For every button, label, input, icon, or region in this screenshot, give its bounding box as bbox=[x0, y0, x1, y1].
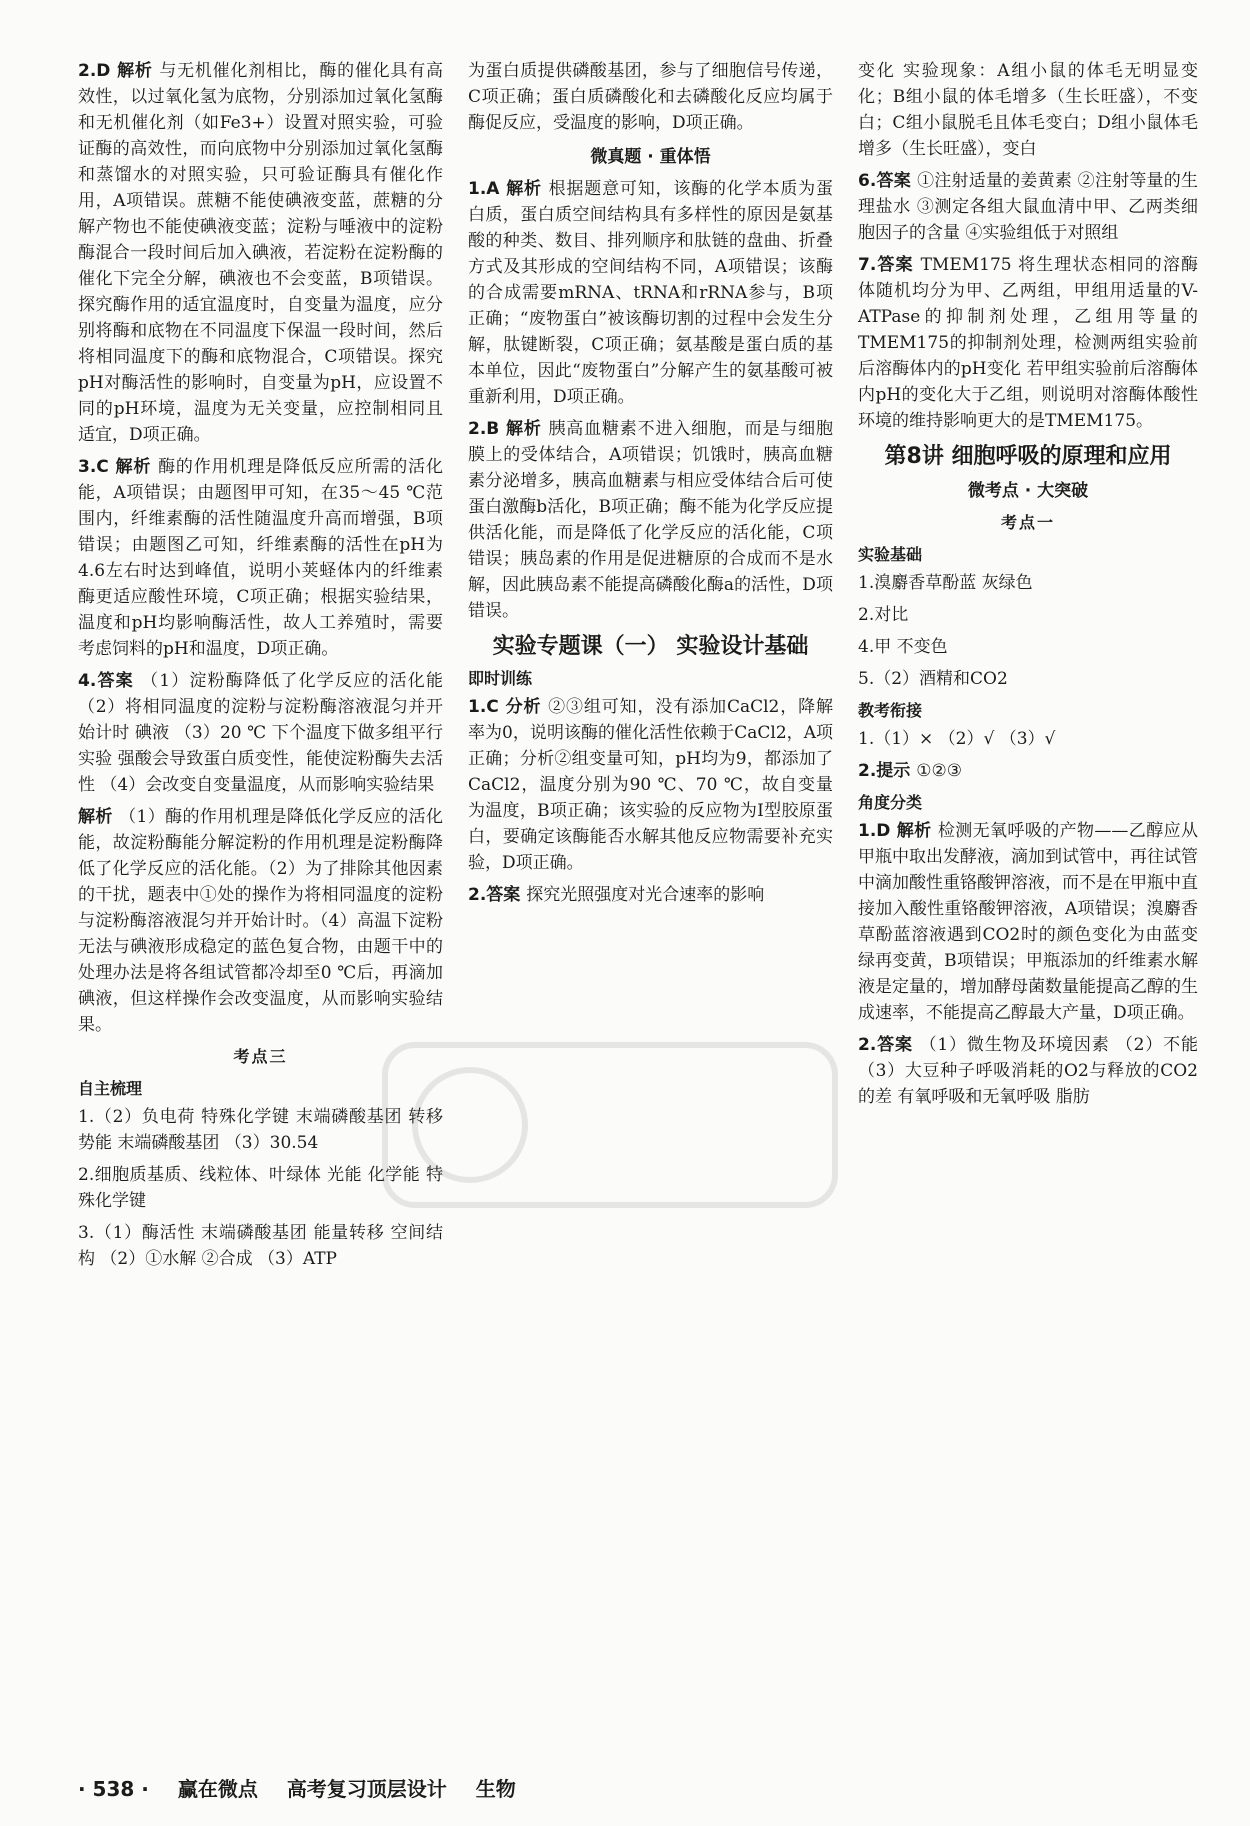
heading-zizhu-shuli: 自主梳理 bbox=[78, 1079, 143, 1098]
heading-lesson-8: 第8讲 细胞呼吸的原理和应用 bbox=[884, 444, 1172, 469]
answer-label: 6.答案 bbox=[858, 171, 918, 191]
answer-paragraph bbox=[468, 882, 833, 908]
answer-text: 1.（1）× （2）√ （3）√ bbox=[858, 729, 1056, 749]
answer-paragraph bbox=[858, 58, 1198, 162]
answer-text: 5.（2）酒精和CO2 bbox=[858, 669, 1008, 689]
column-right bbox=[858, 58, 1198, 1116]
col2-list bbox=[468, 58, 833, 136]
answer-paragraph bbox=[858, 602, 1198, 628]
answer-paragraph bbox=[858, 666, 1198, 692]
answer-paragraph bbox=[858, 758, 1198, 784]
heading-experiment-topic: 实验专题课（一） 实验设计基础 bbox=[492, 634, 809, 659]
answer-text: （1）淀粉酶降低了化学反应的活化能 （2）将相同温度的淀粉与淀粉酶溶液混匀并开始计时 碘液 （3）20 ℃ 下个温度下做多组平行实验 强酸会导致蛋白质变性，能使淀粉酶失去活性 （4）会改变自变量温度，从而影响实验结果 bbox=[78, 671, 443, 795]
answer-paragraph bbox=[78, 804, 443, 1038]
heading-kaodian-3: 考点三 bbox=[233, 1047, 288, 1066]
answer-label: 7.答案 bbox=[858, 255, 921, 275]
answer-text: 酶的作用机理是降低反应所需的活化能，A项错误；由题图甲可知，在35～45 ℃范围内，纤维素酶的活性随温度升高而增强，B项错误；由题图乙可知，纤维素酶的活性在pH为4.6左右时达到峰值，说明小荚蛏体内的纤维素酶更适应酸性环境，C项正确；根据实验结果，温度和pH均影响酶活性，故人工养殖时，需要考虑饲料的pH和温度，D项正确。 bbox=[78, 457, 444, 659]
footer-subject: 生物 bbox=[475, 1777, 516, 1801]
footer-series: 赢在微点 bbox=[177, 1777, 258, 1801]
answer-text: （1）酶的作用机理是降低化学反应的活化能，故淀粉酶能分解淀粉的作用机理是淀粉酶降低了化学反应的活化能。（2）为了排除其他因素的干扰，题表中①处的操作为将相同温度的淀粉与淀粉酶溶液混匀并开始计时。（4）高温下淀粉无法与碘液形成稳定的蓝色复合物，由题干中的处理办法是将各组试管都冷却至0 ℃后，再滴加碘液，但这样操作会改变温度，从而影响实验结果。 bbox=[78, 807, 443, 1035]
answer-paragraph bbox=[78, 58, 443, 448]
column-middle bbox=[468, 58, 833, 914]
col3-after3-list bbox=[858, 818, 1198, 1110]
answer-paragraph bbox=[858, 570, 1198, 596]
col1-after-list bbox=[78, 1104, 443, 1272]
answer-label: 2.答案 bbox=[468, 885, 527, 905]
answer-label: 2.D 解析 bbox=[78, 61, 160, 81]
heading-kaodian-1: 考点一 bbox=[1000, 513, 1055, 532]
answer-paragraph bbox=[858, 168, 1198, 246]
answer-text: ②③组可知，没有添加CaCl2，降解率为0，说明该酶的催化活性依赖于CaCl2，A项正确；分析②组变量可知，pH均为9，都添加了CaCl2，温度分别为90 ℃、70 ℃，故自变量为温度，B项正确；该实验的反应物为Ⅰ型胶原蛋白，要确定该酶能否水解其他反应物需要补充实验，D项正确。 bbox=[468, 697, 834, 873]
watermark-logo bbox=[380, 1040, 840, 1210]
answer-text: 变化 实验现象：A组小鼠的体毛无明显变化；B组小鼠的体毛增多（生长旺盛），不变白；C组小鼠脱毛且体毛变白；D组小鼠体毛增多（生长旺盛），变白 bbox=[858, 61, 1198, 159]
answer-text: 1.溴麝香草酚蓝 灰绿色 bbox=[858, 573, 1033, 593]
page-number: · 538 · bbox=[78, 1777, 149, 1801]
footer-book: 高考复习顶层设计 bbox=[286, 1777, 447, 1801]
answer-text: 与无机催化剂相比，酶的催化具有高效性，以过氧化氢为底物，分别添加过氧化氢酶和无机催化剂（如Fe3+）设置对照实验，可验证酶的高效性，而向底物中分别添加过氧化氢酶和蒸馏水的对照实验，只可验证酶具有催化作用，A项错误。蔗糖不能使碘液变蓝，蔗糖的分解产物也不能使碘液变蓝；淀粉与唾液中的淀粉酶混合一段时间后加入碘液，若淀粉在淀粉酶的催化下完全分解，碘液也不会变蓝，B项错误。探究酶作用的适宜温度时，自变量为温度，应分别将酶和底物在不同温度下保温一段时间，然后将相同温度下的酶和底物混合，C项错误。探究pH对酶活性的影响时，自变量为pH，应设置不同的pH环境，温度为无关变量，应控制相同且适宜，D项正确。 bbox=[78, 61, 443, 445]
col1-list bbox=[78, 58, 443, 1038]
answer-text: 2.细胞质基质、线粒体、叶绿体 光能 化学能 特殊化学键 bbox=[78, 1165, 443, 1211]
heading-shiyan-jichu: 实验基础 bbox=[858, 545, 923, 564]
answer-text: TMEM175 将生理状态相同的溶酶体随机均分为甲、乙两组，甲组用适量的V-ATPase的抑制剂处理，乙组用等量的TMEM175的抑制剂处理，检测两组实验前后溶酶体内的pH变化 若甲组实验前后溶酶体内pH的变化大于乙组，则说明对溶酶体酸性环境的维持影响更大的是TMEM175。 bbox=[858, 255, 1198, 431]
answer-text: 4.甲 不变色 bbox=[858, 637, 948, 657]
heading-weikaodian: 微考点 · 大突破 bbox=[967, 481, 1089, 501]
answer-paragraph bbox=[468, 176, 833, 410]
answer-text: 探究光照强度对光合速率的影响 bbox=[526, 885, 765, 905]
answer-text: ①②③ bbox=[916, 761, 962, 781]
answer-paragraph bbox=[468, 416, 833, 624]
answer-label: 2.B 解析 bbox=[468, 419, 549, 439]
answer-label: 2.提示 bbox=[858, 761, 917, 781]
answer-paragraph bbox=[78, 668, 443, 798]
answer-paragraph bbox=[468, 58, 833, 136]
answer-label: 1.A 解析 bbox=[468, 179, 549, 199]
heading-jishi-xunlian: 即时训练 bbox=[468, 669, 533, 688]
answer-text: （1）微生物及环境因素 （2）不能 （3）大豆种子呼吸消耗的O2与释放的CO2的差 有氧呼吸和无氧呼吸 脂肪 bbox=[858, 1035, 1198, 1107]
heading-jiaodu-fenlei: 角度分类 bbox=[858, 793, 923, 812]
answer-text: 胰高血糖素不进入细胞，而是与细胞膜上的受体结合，A项错误；饥饿时，胰高血糖素分泌增多，胰高血糖素与相应受体结合后可使蛋白激酶b活化，B项正确；酶不能为化学反应提供活化能，而是降低了化学反应的活化能，C项错误；胰岛素的作用是促进糖原的合成而不是水解，因此胰岛素不能提高磷酸化酶a的活性，D项错误。 bbox=[468, 419, 833, 621]
answer-text: 3.（1）酶活性 末端磷酸基团 能量转移 空间结构 （2）①水解 ②合成 （3）ATP bbox=[78, 1223, 443, 1269]
answer-label: 3.C 解析 bbox=[78, 457, 159, 477]
answer-label: 1.D 解析 bbox=[858, 821, 938, 841]
answer-text: 根据题意可知，该酶的化学本质为蛋白质，蛋白质空间结构具有多样性的原因是氨基酸的种类、数目、排列顺序和肽链的盘曲、折叠方式及其形成的空间结构不同，A项错误；该酶的合成需要mRNA、tRNA和rRNA参与，B项正确；“废物蛋白”被该酶切割的过程中会发生分解，肽键断裂，C项正确；氨基酸是蛋白质的基本单位，因此“废物蛋白”分解产生的氨基酸可被重新利用，D项正确。 bbox=[468, 179, 834, 407]
answer-label: 1.C 分析 bbox=[468, 697, 549, 717]
col2-after-list bbox=[468, 176, 833, 624]
answer-label: 4.答案 bbox=[78, 671, 141, 691]
answer-paragraph bbox=[858, 818, 1198, 1026]
answer-paragraph bbox=[858, 634, 1198, 660]
answer-label: 2.答案 bbox=[858, 1035, 920, 1055]
col3-after2-list bbox=[858, 726, 1198, 784]
answer-text: 2.对比 bbox=[858, 605, 909, 625]
answer-paragraph bbox=[858, 726, 1198, 752]
answer-paragraph bbox=[78, 1162, 443, 1214]
page-footer bbox=[78, 1776, 538, 1802]
answer-paragraph bbox=[78, 1104, 443, 1156]
column-left bbox=[78, 58, 443, 1278]
answer-paragraph bbox=[78, 1220, 443, 1272]
answer-text: 检测无氧呼吸的产物——乙醇应从甲瓶中取出发酵液，滴加到试管中，再往试管中滴加酸性重铬酸钾溶液，而不是在甲瓶中直接加入酸性重铬酸钾溶液，A项错误；溴麝香草酚蓝溶液遇到CO2时的颜色变化为由蓝变绿再变黄，B项错误；甲瓶添加的纤维素水解液是定量的，增加酵母菌数量能提高乙醇的生成速率，不能提高乙醇最大产量，D项正确。 bbox=[858, 821, 1198, 1023]
heading-jiaokao-xianjie: 教考衔接 bbox=[858, 701, 923, 720]
answer-paragraph bbox=[858, 1032, 1198, 1110]
col3-list bbox=[858, 58, 1198, 434]
answer-text: 为蛋白质提供磷酸基团，参与了细胞信号传递，C项正确；蛋白质磷酸化和去磷酸化反应均属于酶促反应，受温度的影响，D项正确。 bbox=[468, 61, 833, 133]
answer-label: 解析 bbox=[78, 807, 120, 827]
answer-paragraph bbox=[78, 454, 443, 662]
answer-text: ①注射适量的姜黄素 ②注射等量的生理盐水 ③测定各组大鼠血清中甲、乙两类细胞因子的含量 ④实验组低于对照组 bbox=[858, 171, 1198, 243]
answer-text: 1.（2）负电荷 特殊化学键 末端磷酸基团 转移势能 末端磷酸基团 （3）30.54 bbox=[78, 1107, 443, 1153]
col3-after-list bbox=[858, 570, 1198, 692]
heading-weizhenti: 微真题 · 重体悟 bbox=[590, 147, 711, 167]
answer-paragraph bbox=[468, 694, 833, 876]
col2-after2-list bbox=[468, 694, 833, 908]
answer-paragraph bbox=[858, 252, 1198, 434]
